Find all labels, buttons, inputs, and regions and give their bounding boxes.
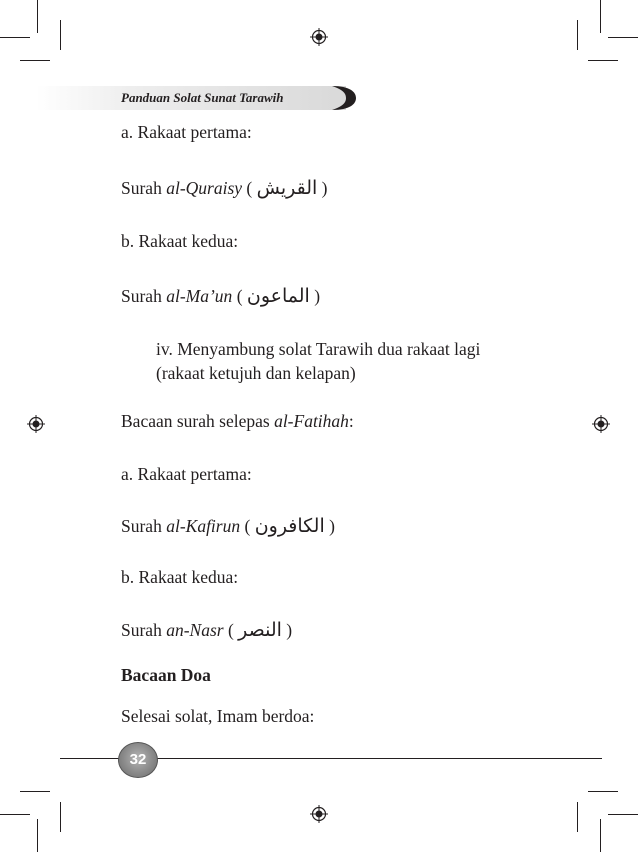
registration-mark-icon bbox=[27, 415, 45, 433]
page-number-badge: 32 bbox=[118, 742, 158, 778]
header-cap-icon bbox=[328, 84, 358, 112]
surah-name: an-Nasr bbox=[166, 620, 224, 640]
running-header: Panduan Solat Sunat Tarawih bbox=[121, 90, 284, 105]
paren-open: ( bbox=[232, 286, 247, 306]
paren-close: ) bbox=[317, 178, 328, 198]
crop-mark bbox=[20, 60, 50, 61]
surah-line bbox=[121, 619, 292, 641]
surah-line bbox=[121, 177, 328, 199]
heading-prefix: Bacaan surah selepas bbox=[121, 411, 275, 431]
bacaan-surah-heading bbox=[121, 411, 354, 432]
crop-mark bbox=[20, 791, 50, 792]
surah-name: al-Fatihah bbox=[274, 411, 349, 431]
surah-name: al-Kafirun bbox=[166, 516, 241, 536]
crop-mark bbox=[37, 0, 38, 33]
crop-mark bbox=[588, 791, 618, 792]
closing-line: Selesai solat, Imam berdoa: bbox=[121, 706, 315, 726]
crop-mark bbox=[600, 819, 601, 852]
crop-mark bbox=[577, 802, 578, 832]
paren-close: ) bbox=[309, 286, 321, 306]
registration-mark-icon bbox=[310, 28, 328, 46]
surah-line bbox=[121, 285, 320, 307]
surah-arabic: النصر bbox=[238, 619, 282, 641]
paren-close: ) bbox=[324, 516, 335, 536]
registration-mark-icon bbox=[592, 415, 610, 433]
rakaat-kedua-label: b. Rakaat kedua: bbox=[121, 567, 239, 587]
paren-open: ( bbox=[242, 178, 257, 198]
surah-name: al-Ma’un bbox=[166, 286, 233, 306]
surah-prefix: Surah bbox=[121, 516, 167, 536]
crop-mark bbox=[608, 37, 638, 38]
surah-prefix: Surah bbox=[121, 620, 167, 640]
crop-mark bbox=[37, 819, 38, 852]
crop-mark bbox=[0, 814, 30, 815]
surah-prefix: Surah bbox=[121, 286, 167, 306]
crop-mark bbox=[60, 802, 61, 832]
registration-mark-icon bbox=[310, 805, 328, 823]
surah-prefix: Surah bbox=[121, 178, 167, 198]
surah-arabic: الكافرون bbox=[254, 515, 325, 537]
paren-open: ( bbox=[240, 516, 255, 536]
surah-name: al-Quraisy bbox=[166, 178, 243, 198]
rakaat-kedua-label: b. Rakaat kedua: bbox=[121, 231, 239, 251]
crop-mark bbox=[608, 814, 638, 815]
paren-close: ) bbox=[281, 620, 293, 640]
surah-arabic: الماعون bbox=[246, 285, 310, 307]
list-item-iv-continued: (rakaat ketujuh dan kelapan) bbox=[156, 363, 356, 383]
bacaan-doa-heading: Bacaan Doa bbox=[121, 665, 211, 685]
crop-mark bbox=[600, 0, 601, 33]
crop-mark bbox=[60, 20, 61, 50]
heading-colon: : bbox=[348, 411, 354, 431]
surah-arabic: القريش bbox=[256, 177, 318, 199]
rakaat-pertama-label: a. Rakaat pertama: bbox=[121, 464, 252, 484]
crop-mark bbox=[577, 20, 578, 50]
paren-open: ( bbox=[223, 620, 239, 640]
rakaat-pertama-label: a. Rakaat pertama: bbox=[121, 122, 252, 142]
crop-mark bbox=[588, 60, 618, 61]
surah-line bbox=[121, 515, 335, 537]
crop-mark bbox=[0, 37, 30, 38]
list-item-iv: iv. Menyambung solat Tarawih dua rakaat lagi bbox=[156, 339, 481, 359]
